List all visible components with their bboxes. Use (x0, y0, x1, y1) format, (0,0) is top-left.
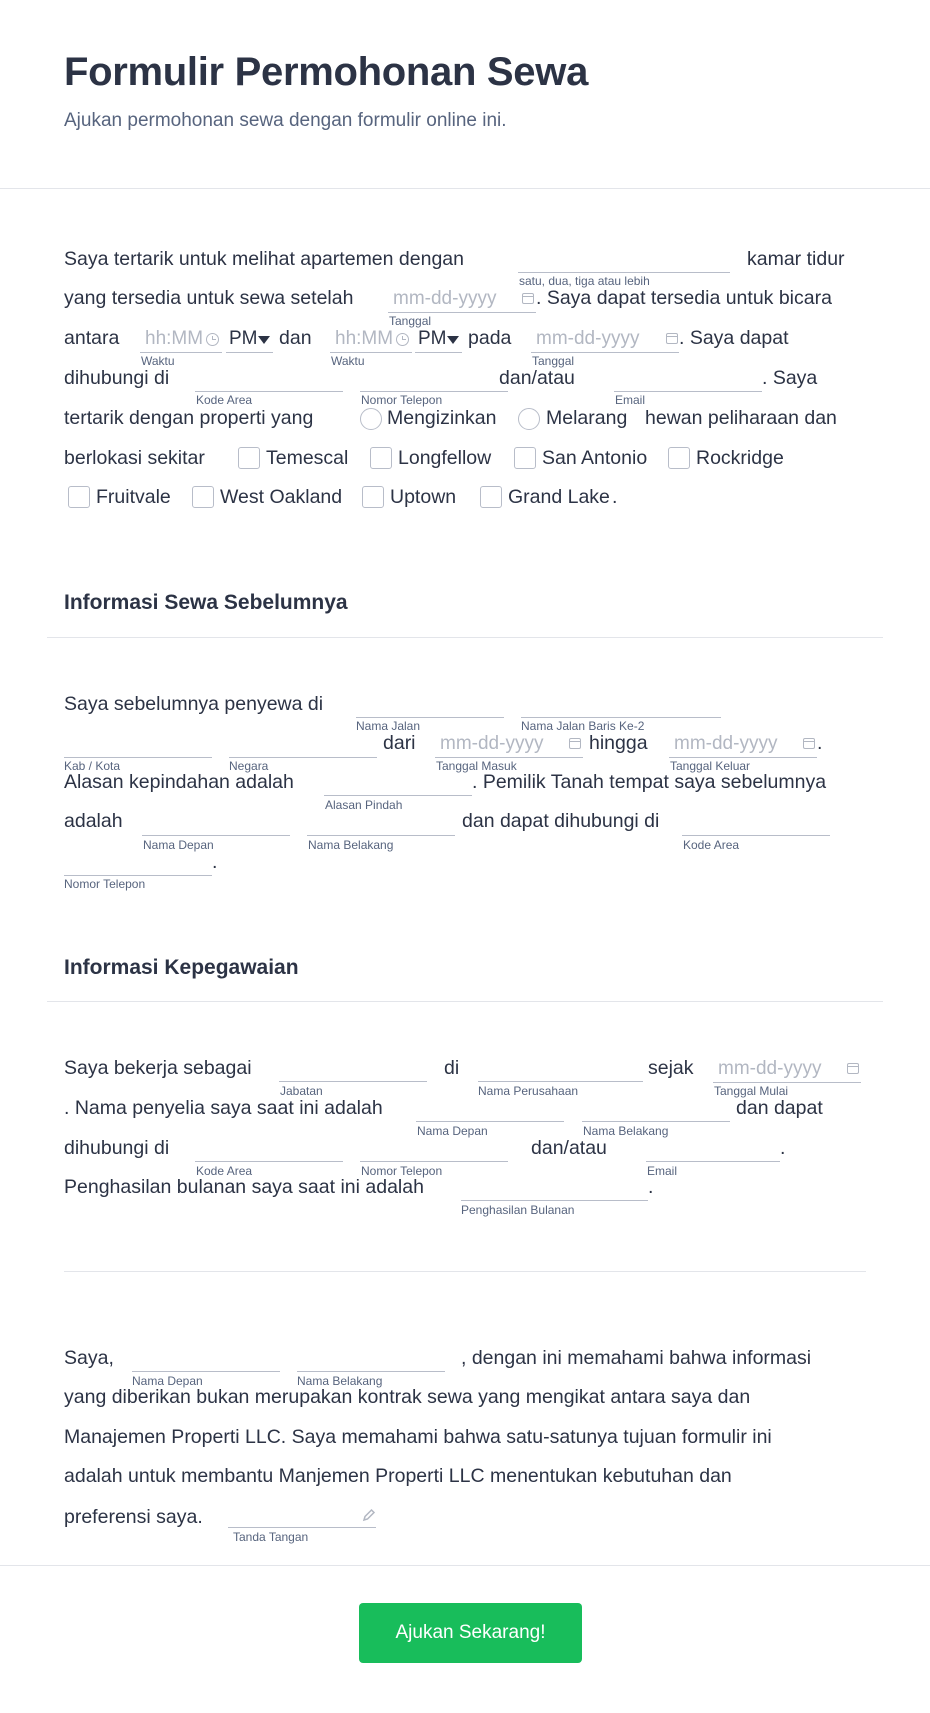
previous-text: Alasan kepindahan adalah (64, 771, 294, 793)
employment-text: . (648, 1176, 654, 1198)
declaration-text: yang diberikan bukan merupakan kontrak sewa yang mengikat antara saya dan (64, 1386, 751, 1408)
supervisor-phone-input[interactable] (360, 1161, 508, 1162)
calendar-icon[interactable] (522, 293, 534, 304)
previous-text: . (817, 732, 823, 754)
job-title-label: Jabatan (280, 1084, 323, 1098)
intro-text: . Saya dapat tersedia untuk bicara (536, 287, 832, 309)
email-label: Email (615, 393, 646, 407)
chevron-down-icon[interactable] (258, 336, 270, 344)
last-name-label: Nama Belakang (308, 838, 394, 852)
area-code-input[interactable] (195, 391, 343, 392)
street2-input[interactable] (521, 717, 721, 718)
employment-text: . (780, 1137, 786, 1159)
page-title: Formulir Permohonan Sewa (64, 50, 589, 94)
location-checkbox[interactable] (370, 447, 392, 469)
phone-label: Nomor Telepon (361, 393, 443, 407)
first-name-label: Nama Depan (143, 838, 214, 852)
pet-forbid-label[interactable]: Melarang (546, 407, 628, 429)
declaration-text: Manajemen Properti LLC. Saya memahami bahwa satu-satunya tujuan formulir ini (64, 1426, 772, 1448)
phone-input[interactable] (360, 391, 508, 392)
intro-text: yang tersedia untuk sewa setelah (64, 287, 354, 309)
reason-input[interactable] (324, 795, 472, 796)
move-in-date-input[interactable]: mm-dd-yyyy (440, 733, 544, 754)
employment-text: sejak (648, 1057, 694, 1079)
company-label: Nama Perusahaan (478, 1084, 579, 1098)
move-out-underline (669, 757, 817, 758)
previous-text: . Pemilik Tanah tempat saya sebelumnya (472, 771, 827, 793)
bedrooms-input[interactable] (518, 272, 730, 273)
pen-icon[interactable] (362, 1508, 376, 1522)
supervisor-first-name-input[interactable] (416, 1121, 564, 1122)
time-to-label: Waktu (331, 354, 365, 368)
landlord-phone-input[interactable] (64, 875, 212, 876)
employment-text: di (444, 1057, 460, 1079)
available-date-underline (388, 312, 536, 313)
bedrooms-label: satu, dua, tiga atau lebih (519, 274, 650, 288)
landlord-last-name-input[interactable] (307, 835, 455, 836)
location-label[interactable]: West Oakland (220, 486, 343, 508)
start-date-label: Tanggal Mulai (714, 1084, 789, 1098)
street2-label: Nama Jalan Baris Ke-2 (521, 719, 645, 733)
employment-text: . Nama penyelia saya saat ini adalah (64, 1097, 383, 1119)
location-checkbox[interactable] (68, 486, 90, 508)
time-from-input[interactable]: hh:MM (145, 328, 204, 349)
intro-text: . Saya dapat (679, 327, 789, 349)
ampm-select[interactable]: PM (418, 328, 447, 349)
employment-text: Penghasilan bulanan saya saat ini adalah (64, 1176, 424, 1198)
employment-text: dihubungi di (64, 1137, 170, 1159)
location-checkbox[interactable] (514, 447, 536, 469)
section-divider (47, 637, 883, 638)
calendar-icon[interactable] (666, 333, 678, 344)
email-input[interactable] (614, 391, 762, 392)
country-label: Negara (229, 759, 269, 773)
move-in-underline (435, 757, 583, 758)
first-name-label: Nama Depan (417, 1124, 488, 1138)
job-title-input[interactable] (279, 1081, 427, 1082)
talk-date-input[interactable]: mm-dd-yyyy (536, 328, 640, 349)
intro-text: dan/atau (499, 367, 575, 389)
location-label[interactable]: Grand Lake (508, 486, 610, 508)
declaration-text: preferensi saya. (64, 1506, 203, 1528)
area-code-label: Kode Area (683, 838, 740, 852)
clock-icon (396, 333, 409, 346)
intro-text: . (612, 486, 618, 508)
income-input[interactable] (461, 1200, 648, 1201)
intro-text: . Saya (762, 367, 818, 389)
calendar-icon[interactable] (569, 738, 581, 749)
section-divider (64, 1271, 866, 1272)
location-label[interactable]: Longfellow (398, 447, 492, 469)
chevron-down-icon[interactable] (447, 336, 459, 344)
ampm-underline (415, 352, 462, 353)
intro-text: kamar tidur (747, 248, 845, 270)
landlord-area-code-input[interactable] (682, 835, 830, 836)
email-label: Email (647, 1164, 678, 1178)
landlord-first-name-input[interactable] (142, 835, 290, 836)
location-label[interactable]: Rockridge (696, 447, 784, 469)
section-divider (47, 1001, 883, 1002)
company-input[interactable] (478, 1081, 643, 1082)
available-date-input[interactable]: mm-dd-yyyy (393, 288, 497, 309)
intro-text: berlokasi sekitar (64, 447, 205, 469)
start-date-underline (713, 1082, 861, 1083)
intro-text: Saya tertarik untuk melihat apartemen dengan (64, 248, 464, 270)
declaration-text: Saya, (64, 1347, 114, 1369)
intro-text: dan (279, 327, 312, 349)
declaration-text: adalah untuk membantu Manjemen Properti LLC menentukan kebutuhan dan (64, 1465, 732, 1487)
previous-text: Saya sebelumnya penyewa di (64, 693, 324, 715)
ampm-underline (226, 352, 273, 353)
location-label[interactable]: Temescal (266, 447, 349, 469)
location-checkbox[interactable] (362, 486, 384, 508)
pet-allow-label[interactable]: Mengizinkan (387, 407, 497, 429)
last-name-label: Nama Belakang (583, 1124, 669, 1138)
previous-text: dan dapat dihubungi di (462, 810, 660, 832)
street-input[interactable] (356, 717, 504, 718)
intro-text: tertarik dengan properti yang (64, 407, 314, 429)
employment-text: dan/atau (531, 1137, 607, 1159)
declaration-first-name-input[interactable] (132, 1371, 280, 1372)
location-label[interactable]: Uptown (390, 486, 457, 508)
last-name-label: Nama Belakang (297, 1374, 383, 1388)
location-checkbox[interactable] (238, 447, 260, 469)
previous-text: hingga (589, 732, 648, 754)
phone-label: Nomor Telepon (64, 877, 146, 891)
pet-forbid-radio[interactable] (518, 408, 540, 430)
declaration-text: , dengan ini memahami bahwa informasi (461, 1347, 812, 1369)
available-date-label: Tanggal (389, 314, 432, 328)
move-out-date-input[interactable]: mm-dd-yyyy (674, 733, 778, 754)
supervisor-area-code-input[interactable] (195, 1161, 343, 1162)
area-code-label: Kode Area (196, 1164, 253, 1178)
intro-text: pada (468, 327, 512, 349)
talk-date-underline (531, 352, 679, 353)
pet-allow-radio[interactable] (360, 408, 382, 430)
employment-text: dan dapat (736, 1097, 823, 1119)
signature-label: Tanda Tangan (233, 1530, 309, 1544)
move-in-label: Tanggal Masuk (436, 759, 517, 773)
start-date-input[interactable]: mm-dd-yyyy (718, 1058, 822, 1079)
page-subtitle: Ajukan permohonan sewa dengan formulir online ini. (64, 110, 507, 131)
footer-divider (0, 1565, 930, 1566)
signature-input[interactable] (228, 1527, 376, 1528)
phone-label: Nomor Telepon (361, 1164, 443, 1178)
clock-icon (206, 333, 219, 346)
previous-text: dari (383, 732, 416, 754)
location-label[interactable]: San Antonio (542, 447, 648, 469)
move-out-label: Tanggal Keluar (670, 759, 751, 773)
header-divider (0, 188, 930, 189)
intro-text: dihubungi di (64, 367, 170, 389)
city-label: Kab / Kota (64, 759, 121, 773)
section-title-employment: Informasi Kepegawaian (64, 956, 299, 979)
country-input[interactable] (229, 757, 377, 758)
location-checkbox[interactable] (480, 486, 502, 508)
time-from-underline (140, 352, 222, 353)
intro-text: hewan peliharaan dan (645, 407, 837, 429)
ampm-select[interactable]: PM (229, 328, 258, 349)
previous-text: . (212, 851, 218, 873)
previous-text: adalah (64, 810, 123, 832)
income-label: Penghasilan Bulanan (461, 1203, 575, 1217)
supervisor-email-input[interactable] (646, 1161, 780, 1162)
employment-text: Saya bekerja sebagai (64, 1057, 252, 1079)
first-name-label: Nama Depan (132, 1374, 203, 1388)
time-from-label: Waktu (141, 354, 175, 368)
declaration-last-name-input[interactable] (297, 1371, 445, 1372)
section-title-previous: Informasi Sewa Sebelumnya (64, 591, 348, 614)
time-to-input[interactable]: hh:MM (335, 328, 394, 349)
calendar-icon[interactable] (803, 738, 815, 749)
calendar-icon[interactable] (847, 1063, 859, 1074)
reason-label: Alasan Pindah (325, 798, 403, 812)
talk-date-label: Tanggal (532, 354, 575, 368)
area-code-label: Kode Area (196, 393, 253, 407)
submit-button[interactable]: Ajukan Sekarang! (359, 1603, 582, 1663)
intro-text: antara (64, 327, 120, 349)
city-input[interactable] (64, 757, 212, 758)
location-label[interactable]: Fruitvale (96, 486, 171, 508)
location-checkbox[interactable] (668, 447, 690, 469)
time-to-underline (330, 352, 412, 353)
supervisor-last-name-input[interactable] (582, 1121, 730, 1122)
location-checkbox[interactable] (192, 486, 214, 508)
street-label: Nama Jalan (356, 719, 421, 733)
